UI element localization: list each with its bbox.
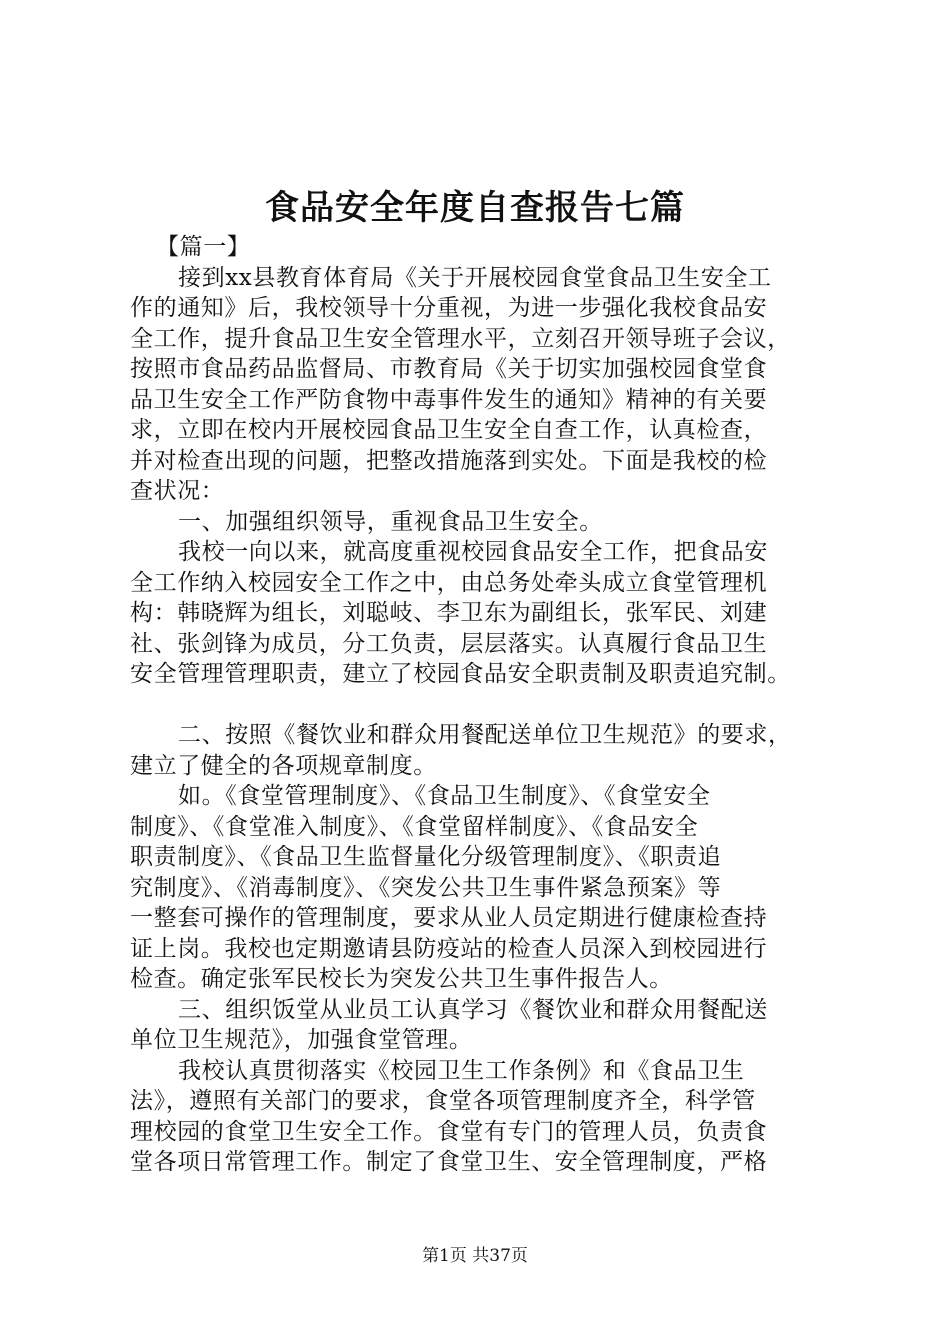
paragraph-line: 堂各项日常管理工作。制定了食堂卫生、安全管理制度，严格	[130, 1149, 768, 1175]
document-title: 食品安全年度自查报告七篇	[265, 188, 685, 228]
paragraph-line: 究制度》、《消毒制度》、《突发公共卫生事件紧急预案》等	[130, 874, 722, 901]
paragraph-line: 社、张剑锋为成员，分工负责，层层落实。认真履行食品卫生	[130, 630, 768, 657]
paragraph-line: 查状况：	[130, 478, 225, 504]
paragraph-line: 建立了健全的各项规章制度。	[130, 752, 437, 779]
paragraph-line: 如。《食堂管理制度》、《食品卫生制度》、《食堂安全	[178, 783, 711, 809]
paragraph-line: 我校认真贯彻落实《校园卫生工作条例》和《食品卫生	[178, 1057, 745, 1084]
section-heading: 【篇一】	[156, 234, 251, 260]
paragraph-line: 作的通知》后，我校领导十分重视，为进一步强化我校食品安	[130, 295, 768, 321]
paragraph-line: 按照市食品药品监督局、市教育局《关于切实加强校园食堂食	[130, 356, 768, 382]
paragraph-line: 全工作纳入校园安全工作之中，由总务处牵头成立食堂管理机	[130, 569, 768, 596]
paragraph-line: 证上岗。我校也定期邀请县防疫站的检查人员深入到校园进行	[130, 935, 768, 962]
paragraph-line: 接到xx县教育体育局《关于开展校园食堂食品卫生安全工	[178, 264, 772, 291]
paragraph-line: 求，立即在校内开展校园食品卫生安全自查工作，认真检查，	[130, 417, 768, 443]
paragraph-line: 全工作，提升食品卫生安全管理水平，立刻召开领导班子会议，	[130, 325, 791, 352]
paragraph-line: 制度》、《食堂准入制度》、《食堂留样制度》、《食品安全	[130, 813, 699, 840]
paragraph-line: 职责制度》、《食品卫生监督量化分级管理制度》、《职责追	[130, 844, 722, 870]
blank-line	[130, 690, 845, 721]
paragraph-line: 一整套可操作的管理制度，要求从业人员定期进行健康检查持	[130, 905, 768, 931]
paragraph-line: 法》，遵照有关部门的要求，食堂各项管理制度齐全，科学管	[130, 1088, 756, 1114]
subheading-line: 一、加强组织领导，重视食品卫生安全。	[178, 508, 603, 535]
subheading-line: 三、组织饭堂从业员工认真学习《餐饮业和群众用餐配送	[178, 996, 768, 1023]
paragraph-line: 检查。确定张军民校长为突发公共卫生事件报告人。	[130, 966, 673, 992]
page-number-footer: 第1页 共37页	[422, 1246, 528, 1266]
paragraph-line: 我校一向以来，就高度重视校园食品安全工作，把食品安	[178, 539, 768, 565]
paragraph-line: 构：韩晓辉为组长，刘聪岐、李卫东为副组长，张军民、刘建	[130, 600, 768, 626]
subheading-line: 二、按照《餐饮业和群众用餐配送单位卫生规范》的要求，	[178, 722, 792, 748]
paragraph-line: 安全管理管理职责，建立了校园食品安全职责制及职责追究制。	[130, 661, 791, 687]
document-body	[130, 232, 845, 1178]
paragraph-line: 并对检查出现的问题，把整改措施落到实处。下面是我校的检	[130, 447, 768, 474]
paragraph-line: 单位卫生规范》，加强食堂管理。	[130, 1027, 473, 1053]
paragraph-line: 品卫生安全工作严防食物中毒事件发生的通知》精神的有关要	[130, 386, 768, 413]
paragraph-line: 理校园的食堂卫生安全工作。食堂有专门的管理人员，负责食	[130, 1118, 768, 1145]
